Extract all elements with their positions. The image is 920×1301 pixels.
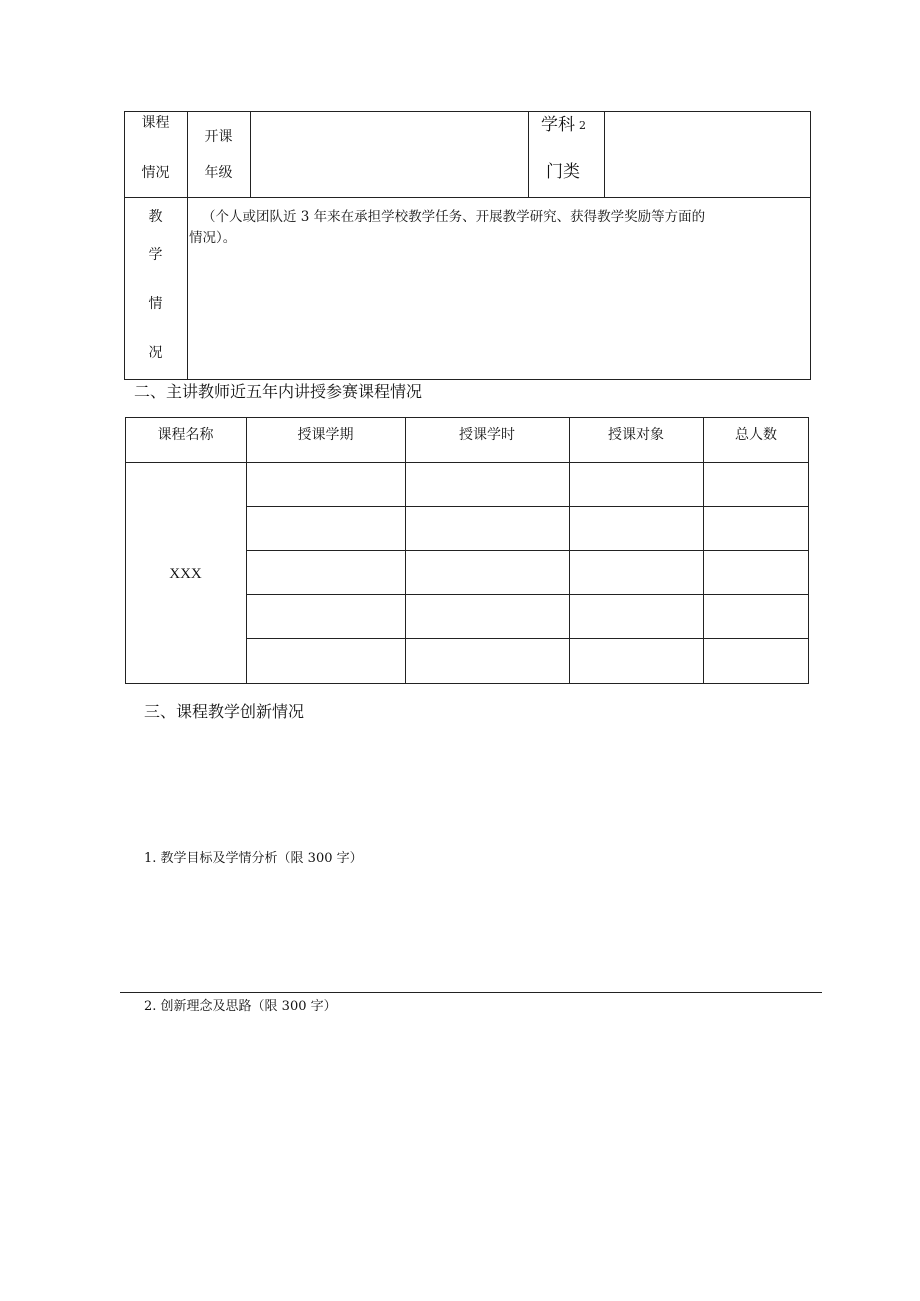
teaching-label-1: 教 xyxy=(148,209,163,225)
section3-heading: 三、课程教学创新情况 xyxy=(144,702,305,721)
section3-item1: 1. 教学目标及学情分析（限 300 字） xyxy=(144,851,363,866)
table2-row-divider-1 xyxy=(246,506,809,507)
table2-row-divider-4 xyxy=(246,638,809,639)
header-audience: 授课对象 xyxy=(608,427,664,443)
section-divider-line xyxy=(120,992,822,993)
grade-value-cell[interactable] xyxy=(251,112,527,196)
subject-label-bottom: 门类 xyxy=(546,162,580,182)
header-hours: 授课学时 xyxy=(459,427,515,443)
subject-label-text: 学科 xyxy=(541,115,575,135)
grade-label-top: 开课 xyxy=(204,129,233,145)
table2-header-divider xyxy=(125,462,809,463)
table1-col-divider-1 xyxy=(187,111,188,380)
course-name-value: XXX xyxy=(169,566,202,582)
table2-row-divider-3 xyxy=(246,594,809,595)
section2-heading: 二、主讲教师近五年内讲授参赛课程情况 xyxy=(134,382,423,401)
teaching-label-3: 情 xyxy=(148,296,163,312)
course-label-top: 课程 xyxy=(141,115,170,131)
header-course-name: 课程名称 xyxy=(157,427,214,443)
header-term: 授课学期 xyxy=(297,427,354,443)
teaching-instruction-line2: 情况）。 xyxy=(189,230,237,246)
subject-label-top xyxy=(541,115,586,136)
subject-value-cell[interactable] xyxy=(605,112,810,196)
course-label-bottom: 情况 xyxy=(141,165,170,181)
teaching-label-4: 况 xyxy=(148,345,163,361)
table1-col-divider-3 xyxy=(528,111,529,197)
table1-row-divider xyxy=(124,197,811,198)
section3-item2: 2. 创新理念及思路（限 300 字） xyxy=(144,999,337,1014)
teaching-label-2: 学 xyxy=(148,247,163,263)
table2-row-divider-2 xyxy=(246,550,809,551)
header-total: 总人数 xyxy=(735,427,777,443)
teaching-content-area[interactable] xyxy=(189,250,809,378)
teaching-instruction-line1: （个人或团队近 3 年来在承担学校教学任务、开展教学研究、获得教学奖励等方面的 xyxy=(202,209,706,225)
subject-footnote-mark: 2 xyxy=(579,119,586,132)
grade-label-bottom: 年级 xyxy=(204,165,233,181)
